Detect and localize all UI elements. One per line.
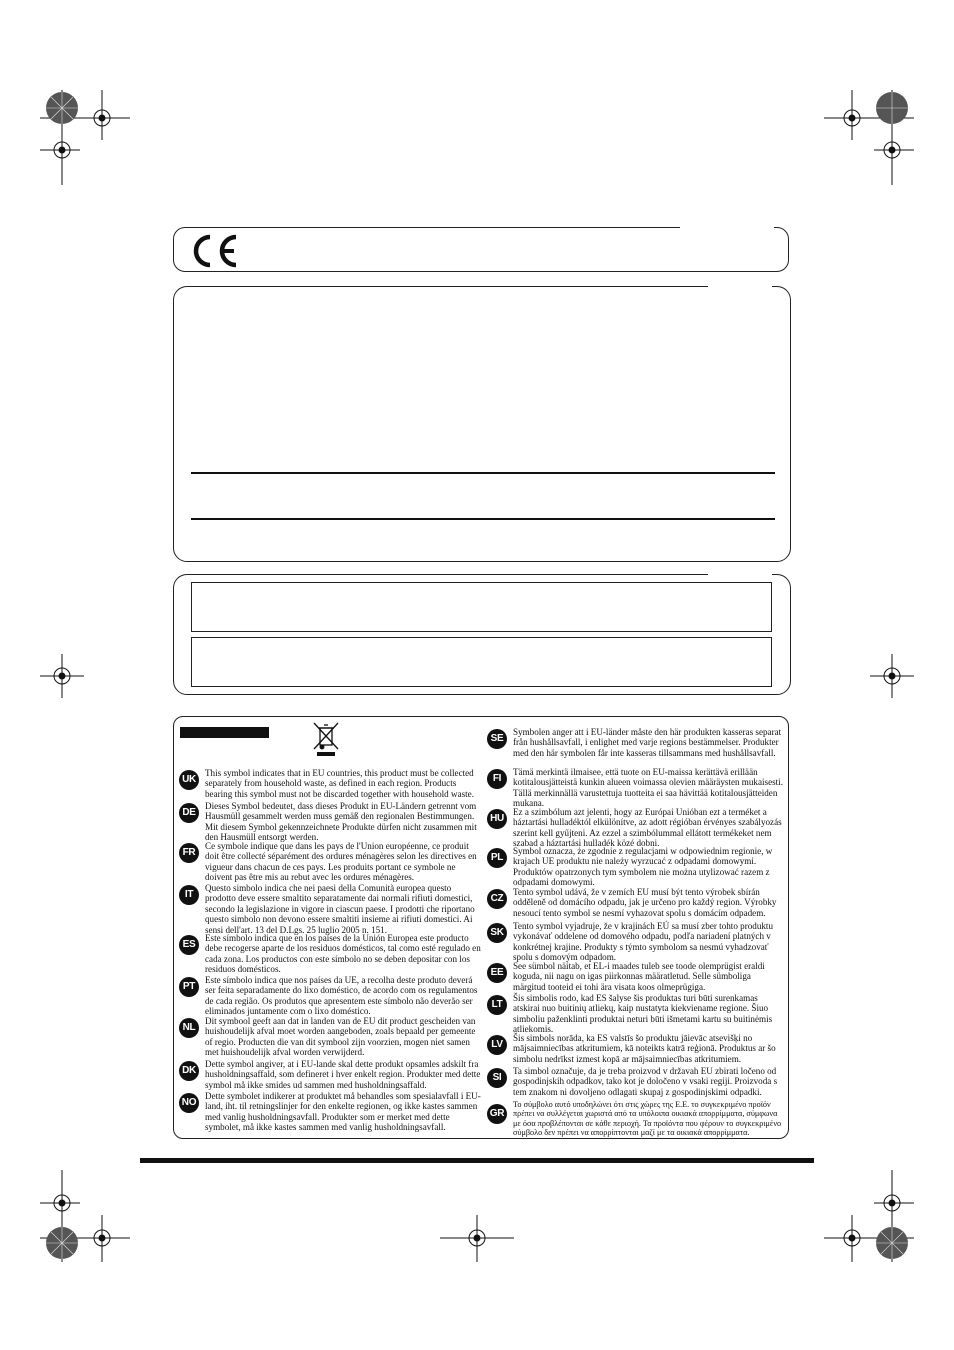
lang-badge-fi: FI [487,769,507,789]
lang-badge-gr: GR [487,1104,507,1124]
lang-badge-fr: FR [179,843,199,863]
lang-badge-hu: HU [487,809,507,829]
weee-text-it: Questo simbolo indica che nei paesi della Comunità europea questo prodotto deve essere smaltito separatamente dai normali rifiuti domestici, secondo la legislazione in vigore in ciascun paese. I prodotti che riportano questo simbolo non devono essere smaltiti insieme ai rifiuti domestici. Ai sensi dell'art. 13 del D.Lgs. 25 luglio 2005 n. 151. [205,883,475,935]
notice-box-tab [708,573,772,575]
weee-text-lt: Šis simbolis rodo, kad ES šalyse šis produktas turi būti surenkamas atskirai nuo buitinių atliekų, kaip nustatyta kiekviename regione. Šiuo simboliu paženklinti produktai neturi būti išmetami kartu su buitinėmis atliekomis. [513,993,773,1035]
weee-text-si: Ta simbol označuje, da je treba proizvod v državah EU zbirati ločeno od gospodinjskih odpadkov, tako kot je določeno v vsaki regiji. Proizvoda s tem znakom ni dovoljeno odlagati skupaj z gospodinjskimi odpadki. [513,1066,778,1097]
weee-text-fr: Ce symbole indique que dans les pays de l'Union européenne, ce produit doit être collecté séparément des ordures ménagères selon les directives en vigueur dans chacun de ces pays. Les produits portant ce symbole ne doivent pas être mis au rebut avec les ordures ménagères. [205,841,477,883]
content-box [173,286,791,562]
lang-badge-nl: NL [179,1018,199,1038]
weee-text-pt: Este símbolo indica que nos países da UE, a recolha deste produto deverá ser feita separadamente do lixo doméstico, de acordo com os regulamentos de cada região. Os produtos que apresentem este símbolo não deverão ser eliminados juntamente com o lixo doméstico. [205,975,478,1017]
weee-text-no: Dette symbolet indikerer at produktet må behandles som spesialavfall i EU-land, iht. til retningslinjer for den enkelte regionen, og ikke kastes sammen med vanlig husholdningsavfall. Produkter som er merket med dette symbolet, må ikke kastes sammen med vanlig husholdningsavfall. [205,1091,481,1133]
lang-badge-no: NO [179,1093,199,1113]
notice-inner-box-2 [191,637,772,687]
content-rule-2 [191,518,775,520]
weee-label-bar [180,727,269,738]
lang-badge-lt: LT [487,995,507,1015]
lang-badge-dk: DK [179,1061,199,1081]
weee-text-cz: Tento symbol udává, že v zemích EU musí být tento výrobek sbírán odděleně od domácího odpadu, jak je určeno pro každý region. Výrobky nesoucí tento symbol se nesmí vyhazovat spolu s domácím odpadem. [513,887,777,918]
weee-text-sk: Tento symbol vyjadruje, že v krajinách EÚ sa musí zber tohto produktu vykonávať oddelene od domového odpadu, podľa nariadení platných v konkrétnej krajine. Produkty s týmto symbolom sa nesmú vyhadzovať spolu s domovým odpadom. [513,921,773,963]
lang-badge-se: SE [487,729,507,749]
ce-mark-icon [188,231,248,271]
crossed-bin-icon [311,721,341,759]
weee-text-nl: Dit symbool geeft aan dat in landen van de EU dit product gescheiden van huishoudelijk afval moet worden aangeboden, zoals bepaald per gemeente of regio. Producten die van dit symbool zijn voorzien, mogen niet samen met huishoudelijk afval worden verwijderd. [205,1016,476,1058]
ce-box [173,227,789,272]
lang-badge-lv: LV [487,1035,507,1055]
content-box-tab [708,285,772,287]
lang-badge-cz: CZ [487,889,507,909]
page-bottom-rule [140,1158,814,1163]
lang-badge-pl: PL [487,848,507,868]
weee-text-uk: This symbol indicates that in EU countries, this product must be collected separately from household waste, as defined in each region. Products bearing this symbol must not be discarded together with household waste. [205,768,474,799]
lang-badge-ee: EE [487,963,507,983]
lang-badge-uk: UK [179,770,199,790]
weee-text-pl: Symbol oznacza, że zgodnie z regulacjami w odpowiednim regionie, w krajach UE produktu nie należy wyrzucać z odpadami domowymi. Produktów opatrzonych tym symbolem nie można utylizować razem z odpadami domowymi. [513,846,773,888]
weee-text-lv: Šis simbols norāda, ka ES valstīs šo produktu jāievāc atsevišķi no mājsaimniecības atkritumiem, kā noteikts katrā reģionā. Produktus ar šo simbolu nedrīkst izmest kopā ar mājsaimniecības atkritumiem. [513,1033,776,1064]
weee-text-fi: Tämä merkintä ilmaisee, että tuote on EU-maissa kerättävä erillään kotitalousjätteistä kunkin alueen voimassa olevien määräysten mukaisesti. Tällä merkinnällä varustettuja tuotteita ei saa hävittää kotitalousjätteiden mukana. [513,767,783,809]
lang-badge-es: ES [179,935,199,955]
ce-box-tab [680,226,774,228]
weee-text-gr: Το σύμβολο αυτό υποδηλώνει ότι στις χώρες της Ε.Ε. το συγκεκριμένο προϊόν πρέπει να συλλέγεται χωριστά από τα υπόλοιπα οικιακά απορρίμματα, σύμφωνα με όσα προβλέπονται σε κάθε περιοχή. Τα προϊόντα που φέρουν το συγκεκριμένο σύμβολο δεν πρέπει να απορρίπτονται μαζί με τα οικιακά απορρίμματα. [513,1100,782,1138]
weee-text-de: Dieses Symbol bedeutet, dass dieses Produkt in EU-Ländern getrennt vom Hausmüll gesammelt werden muss gemäß den regionalen Bestimmungen. Mit diesem Symbol gekennzeichnete Produkte dürfen nicht zusammen mit den Hausmüll entsorgt werden. [205,801,477,843]
weee-text-ee: See sümbol näitab, et EL-i maades tuleb see toode olemprügist eraldi koguda, nii nagu on igas piirkonnas määratletud. Selle sümboliga märgitud tooteid ei tohi ära visata koos olmeprügiga. [513,961,765,992]
notice-inner-box-1 [191,582,772,632]
lang-badge-de: DE [179,803,199,823]
weee-text-dk: Dette symbol angiver, at i EU-lande skal dette produkt opsamles adskilt fra husholdningsaffald, som defineret i hver enkelt region. Produkter med dette symbol må ikke smides ud sammen med husholdningsaffald. [205,1059,481,1090]
lang-badge-si: SI [487,1068,507,1088]
lang-badge-pt: PT [179,977,199,997]
content-rule-1 [191,472,775,474]
lang-badge-it: IT [179,885,199,905]
weee-text-se: Symbolen anger att i EU-länder måste den här produkten kasseras separat från hushållsavfall, i enlighet med varje regions bestämmelser. Produkter med den här symbolen får inte kasseras tillsammans med hushållsavfall. [513,727,782,758]
lang-badge-sk: SK [487,923,507,943]
weee-text-hu: Ez a szimbólum azt jelenti, hogy az Európai Unióban ezt a terméket a háztartási hulladéktól elkülönítve, az adott régióban érvényes szabályozás szerint kell gyűjteni. Az ezzel a szimbólummal ellátott termékeket nem szabad a háztartási hulladék közé dobni. [513,807,782,849]
weee-text-es: Este símbolo indica que en los países de la Unión Europea este producto debe recogerse aparte de los residuos domésticos, tal como esté regulado en cada zona. Los productos con este símbolo no se deben depositar con los residuos domésticos. [205,933,481,975]
